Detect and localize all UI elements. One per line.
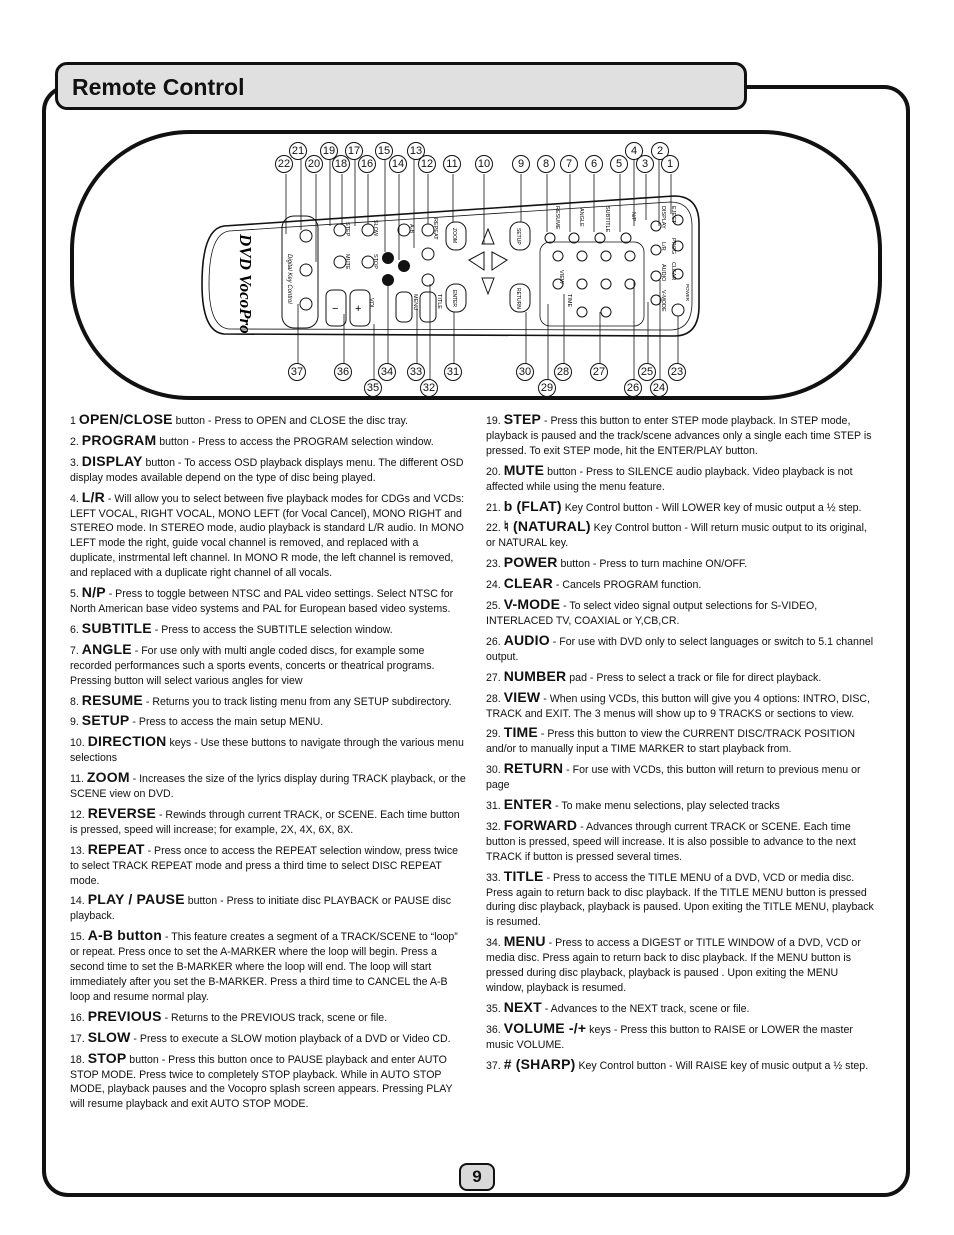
item-number: 35. [486,1002,501,1015]
item-text: - Press to execute a SLOW motion playback of a DVD or Video CD. [130,1032,451,1045]
description-item [70,585,466,617]
item-term: TIME [503,724,538,741]
item-number: 11. [70,773,84,786]
description-item [70,713,466,730]
item-text: - Press to access a DIGEST or TITLE WINDOW of a DVD, VCD or media disc. Press again to return back to disc playback. If the MENU button is pressed during disc playback, playback is paused . Upon exiting the MENU window, playback is resumed. [486,937,861,994]
callout-2: 2 [651,142,669,160]
description-item [70,490,466,581]
description-item [486,725,878,757]
callout-9: 9 [512,155,530,173]
audio-label: AUDIO [660,264,666,282]
item-text: button - Press to turn machine ON/OFF. [557,558,748,571]
item-term: PROGRAM [81,431,157,448]
item-term: CLEAR [503,575,553,592]
item-number: 37. [486,1059,501,1072]
setup-label: SETUP [515,228,521,245]
description-item [486,1057,878,1074]
power-label: POWER [685,284,690,302]
item-term: NEXT [503,998,542,1015]
item-term: TITLE [503,867,544,884]
item-text: Key Control button - Will RAISE key of music output a ½ step. [575,1059,869,1072]
item-term: b (FLAT) [503,497,562,514]
callout-14: 14 [389,155,407,173]
previous-button [382,252,394,264]
item-text: Key Control button - Will LOWER key of music output a ½ step. [561,501,862,514]
callout-37: 37 [288,363,306,381]
description-item [70,642,466,689]
item-text: - Increases the size of the lyrics display during TRACK playback, or the SCENE view on DVD. [70,773,466,801]
remote-diagram-box [70,130,882,400]
description-item [70,928,466,1005]
description-item [486,669,878,686]
callout-27: 27 [590,363,608,381]
description-item [70,454,466,486]
item-number: 21. [486,501,501,514]
callout-12: 12 [418,155,436,173]
description-item [486,499,878,516]
clear-label: CLEAR [670,262,676,281]
item-text: button - Press this button once to PAUSE playback and enter AUTO STOP MODE. Press twice to completely STOP playback. While in AUTO STOP MODE, playback pauses and the Vocopro splash screen appears. Pressing PLAY will resume playback and exit AUTO STOP MODE. [70,1053,453,1111]
item-number: 6. [70,623,79,636]
item-term: SETUP [81,712,130,729]
vocopro-dvd-logo [236,233,255,334]
item-text: - For use with VCDs, this button will return to previous menu or page [486,764,861,792]
description-item [70,734,466,766]
description-item [486,1021,878,1053]
step-label: STEP [344,222,350,237]
item-text: button - Press to access the PROGRAM selection window. [156,435,434,448]
item-text: keys - Use these buttons to navigate through the various menu selections [70,737,464,765]
item-term: REVERSE [87,804,156,821]
item-term: ♮ (NATURAL) [503,518,591,535]
description-item [70,412,466,429]
callout-35: 35 [364,379,382,397]
stop-label: STOP [372,254,378,269]
title-tab [55,62,747,110]
slow-label: SLOW [372,220,378,237]
callout-5: 5 [610,155,628,173]
left-description-column [70,412,466,1116]
item-text: - Advances to the NEXT track, scene or file. [541,1002,750,1015]
item-number: 31. [486,800,501,813]
item-number: 13. [70,844,85,857]
item-text: - Press to access the main setup MENU. [129,716,324,729]
item-term: MENU [503,933,546,950]
item-text: - To make menu selections, play selected tracks [552,800,780,813]
page-number-badge [459,1163,495,1191]
description-item [486,412,878,459]
callout-31: 31 [444,363,462,381]
item-number: 15. [70,931,85,944]
callout-30: 30 [516,363,534,381]
item-text: - Cancels PROGRAM function. [552,579,702,592]
display-label: DISPLAY [660,206,666,229]
time-label: TIME [566,294,572,308]
callout-24: 24 [650,379,668,397]
callout-16: 16 [358,155,376,173]
description-item [486,633,878,665]
item-term: L/R [81,488,105,505]
description-item [486,761,878,793]
item-number: 3. [70,456,79,469]
callout-21: 21 [289,142,307,160]
description-item [70,433,466,450]
item-text: - For use with DVD only to select languages or switch to 5.1 channel output. [486,635,874,663]
callout-19: 19 [320,142,338,160]
remote-body [202,196,699,336]
description-item [70,1009,466,1026]
lr-label: L/R [660,242,666,251]
item-number: 7. [70,644,79,657]
item-number: 10. [70,737,85,750]
callout-23: 23 [668,363,686,381]
item-text: - For use only with multi angle coded discs, for example some recorded performances such a sports events, concerts or theatrical programs. Pressing button will select various angles for view [70,644,435,687]
item-text: button - Press to initiate disc PLAYBACK or PAUSE disc playback. [70,895,452,923]
item-number: 4. [70,492,79,505]
item-number: 24. [486,579,501,592]
item-term: VIEW [503,688,541,705]
callout-25: 25 [638,363,656,381]
description-item [486,1000,878,1017]
item-number: 30. [486,764,501,777]
item-text: - Returns to the PREVIOUS track, scene or file. [161,1011,388,1024]
callout-26: 26 [624,379,642,397]
item-text: - Press to access the TITLE MENU of a DVD, VCD or media disc. Press again to return back to disc playback. If the TITLE MENU button is pressed during disc playback, playback is paused. Upon exiting the TITLE MENU, playback is resumed. [486,871,874,929]
item-number: 8. [70,695,79,708]
prog-label: PROG [670,238,676,255]
description-item [486,869,878,931]
item-term: PLAY / PAUSE [87,891,185,908]
item-text: button - To access OSD playback displays menu. The different OSD display modes available depend on the type of disc being played. [70,456,464,484]
description-item [486,797,878,814]
item-term: ZOOM [86,769,130,786]
play-pause-button [398,260,410,272]
digital-key-control-label: Digital Key Control [286,254,292,304]
item-term: OPEN/CLOSE [78,411,173,427]
item-number: 26. [486,635,501,648]
right-description-column [486,412,878,1078]
item-term: N/P [81,584,106,601]
resume-label: RESUME [554,206,560,230]
callout-32: 32 [420,379,438,397]
description-item [70,621,466,638]
item-text: button - Press to OPEN and CLOSE the disc tray. [172,415,408,427]
enter-label: ENTER [451,290,457,307]
description-item [486,597,878,629]
description-item [70,892,466,924]
item-text: - Press once to access the REPEAT selection window, press twice to select TRACK REPEAT mode and press a third time to select DISC REPEAT mode. [70,844,459,887]
callout-18: 18 [332,155,350,173]
description-item [486,555,878,572]
item-term: ENTER [503,796,553,813]
callout-36: 36 [334,363,352,381]
item-number: 14. [70,895,85,908]
callout-11: 11 [443,155,461,173]
description-item [486,818,878,865]
callout-6: 6 [585,155,603,173]
item-number: 18. [70,1053,85,1066]
ab-label: A-B [408,224,414,234]
item-term: RETURN [503,760,564,777]
item-number: 17. [70,1032,85,1045]
vol-label: VOL [368,298,374,310]
description-item [486,519,878,551]
subtitle-label: SUBTITLE [604,206,610,233]
item-number: 34. [486,937,501,950]
np-label: N/P [630,212,636,222]
item-term: SUBTITLE [81,619,152,636]
callout-7: 7 [560,155,578,173]
menu-label: MENU [412,294,418,311]
item-term: VOLUME -/+ [503,1019,587,1036]
callout-1: 1 [661,155,679,173]
item-number: 12. [70,808,85,821]
item-number: 25. [486,600,501,613]
remote-illustration [74,134,878,396]
item-term: # (SHARP) [503,1055,576,1072]
item-number: 9. [70,716,79,729]
item-text: - When using VCDs, this button will give you 4 options: INTRO, DISC, TRACK and EXIT. The 3 menus will show up to 9 TRACKS or sections to view. [486,692,870,720]
item-text: - Press this button to view the CURRENT DISC/TRACK POSITION and/or to manually input a TIME MARKER to start playback from. [486,728,856,756]
description-item [70,1051,466,1113]
item-number: 5. [70,588,79,601]
item-number: 32. [486,820,501,833]
item-text: - Press to toggle between NTSC and PAL video settings. Select NTSC for North American base video systems and PAL for European based video systems. [70,588,454,615]
item-number: 20. [486,465,501,478]
callout-4: 4 [625,142,643,160]
item-term: AUDIO [503,631,550,648]
item-text: - Advances through current TRACK or SCENE. Each time button is pressed, speed will increase. It is also possible to advance to the next TRACK if button is pressed several times. [486,820,856,863]
item-text: - Press this button to enter STEP mode playback. In STEP mode, playback is paused and the track/scene advances only a single each time STEP is pressed. To exit STEP mode, hit the ENTER/PLAY button. [486,415,872,457]
item-text: keys - Press this button to RAISE or LOWER the master music VOLUME. [486,1023,853,1051]
callout-28: 28 [554,363,572,381]
callout-13: 13 [407,142,425,160]
item-number: 2. [70,435,79,448]
item-term: PREVIOUS [87,1007,162,1024]
item-term: STOP [87,1049,127,1066]
item-term: SLOW [87,1028,131,1045]
description-item [70,693,466,710]
vmode-label: V-MODE [660,290,666,312]
callout-17: 17 [345,142,363,160]
item-number: 16. [70,1011,85,1024]
item-term: STEP [503,411,542,427]
callout-33: 33 [407,363,425,381]
mute-label: MUTE [344,254,350,270]
item-text: button - Press to SILENCE audio playback. Video playback is not affected while using the menu feature. [486,465,853,493]
angle-label: ANGLE [578,208,584,227]
description-item [70,806,466,838]
callout-20: 20 [305,155,323,173]
callout-15: 15 [375,142,393,160]
eject-label: EJECT [670,206,676,224]
page-number: 9 [472,1167,482,1186]
item-text: - Rewinds through current TRACK, or SCENE. Each time button is pressed, speed will increase; for example, 2X, 4X, 6X, 8X. [70,808,460,836]
description-item [70,842,466,889]
item-text: Key Control button - Will return music output to its original, or NATURAL key. [486,522,867,550]
callout-8: 8 [537,155,555,173]
item-number: 28. [486,692,501,705]
item-term: V-MODE [503,596,561,613]
item-term: RESUME [81,691,143,708]
return-label: RETURN [515,288,521,309]
vol-minus: − [332,303,339,315]
item-term: DIRECTION [87,733,167,750]
item-number: 22. [486,522,501,535]
item-text: - Press to access the SUBTITLE selection window. [151,623,393,636]
item-term: REPEAT [87,840,145,857]
callout-10: 10 [475,155,493,173]
item-term: FORWARD [503,816,578,833]
item-term: A-B button [87,927,162,944]
callout-34: 34 [378,363,396,381]
description-item [70,770,466,802]
item-number: 33. [486,871,501,884]
item-text: - Will allow you to select between five playback modes for CDGs and VCDs: LEFT VOCAL, RIGHT VOCAL, MONO LEFT (for Vocal Cancel), MONO RIGHT and STEREO mode. In STEREO mode, audio playback is standard L/R audio. In MONO LEFT mode the right, guide vocal channel is removed, and replaced with a duplicate, instrmental left channel. In MONO R mode, the left channel is removed, and replaced with a duplicate right channel of all vocals. [70,492,465,580]
item-number: 29. [486,728,501,741]
description-item [486,690,878,722]
item-text: - This feature creates a segment of a TRACK/SCENE to “loop” or repeat. Press once to set the A-MARKER where the loop will begin. Press a second time to set the B-MARKER where the loop will end. The loop will start immediately after you set the B-MARKER. Press a third time to CANCEL the A-B loop and resume normal play. [70,931,458,1003]
item-text: - To select video signal output selections for S-VIDEO, INTERLACED TV, COAXIAL or Y,CB,CR. [486,600,818,627]
item-term: POWER [503,554,558,571]
description-item [486,934,878,996]
item-number: 1 [70,415,76,427]
item-term: DISPLAY [81,452,143,469]
item-number: 19. [486,415,501,427]
callout-22: 22 [275,155,293,173]
page-title: Remote Control [72,74,245,100]
item-term: MUTE [503,461,545,478]
vol-plus: + [355,303,362,315]
item-term: NUMBER [503,667,567,684]
repeat-label: REPEAT [432,218,438,240]
item-text: - Returns you to track listing menu from any SETUP subdirectory. [142,695,452,708]
description-item [486,576,878,593]
title-label: TITLE [436,294,442,309]
callout-3: 3 [636,155,654,173]
callout-29: 29 [538,379,556,397]
item-term: ANGLE [81,640,132,657]
item-number: 23. [486,558,501,571]
item-number: 36. [486,1023,501,1036]
item-number: 27. [486,671,501,684]
description-item [70,1030,466,1047]
view-label: VIEW [558,270,564,285]
description-item [486,463,878,495]
item-text: pad - Press to select a track or file for direct playback. [566,671,822,684]
logo-text: DVD VocoPro [236,234,255,334]
zoom-label: ZOOM [451,228,457,243]
